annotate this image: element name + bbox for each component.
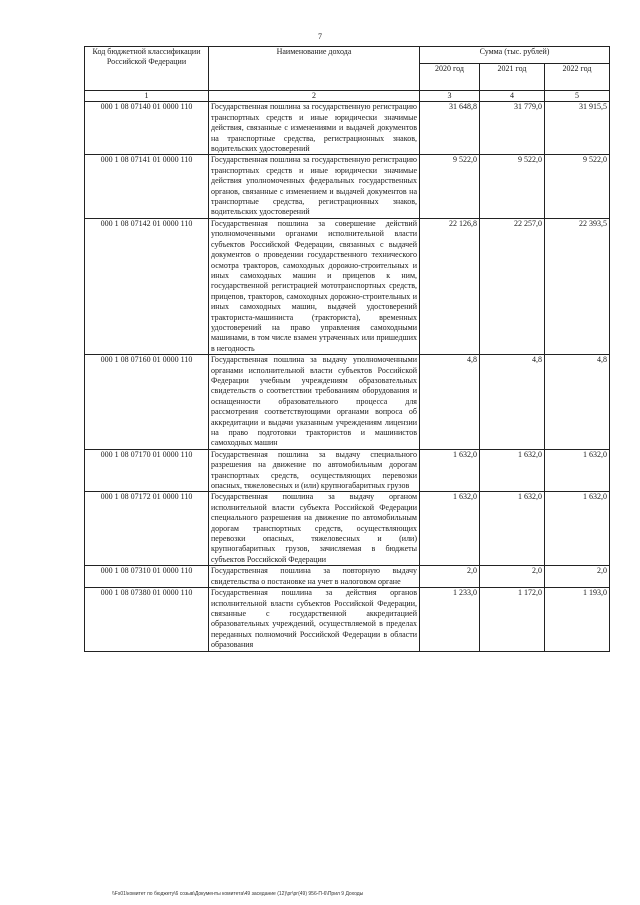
amount-2022: 1 632,0 xyxy=(545,449,610,492)
table-row xyxy=(85,566,610,588)
column-number: 4 xyxy=(480,91,545,102)
revenue-name: Государственная пошлина за государственную регистрацию транспортных средств и иные юридически значимые действия уполномоченных федеральных государственных органов, связанные с изменением и выдачей документов на транспортные средства, регистрационных знаков, водительских удостоверений xyxy=(209,155,420,218)
column-number: 1 xyxy=(85,91,209,102)
amount-2020: 1 632,0 xyxy=(420,492,480,566)
amount-2020: 31 648,8 xyxy=(420,102,480,155)
name-column-header: Наименование дохода xyxy=(209,47,420,91)
amount-2020: 22 126,8 xyxy=(420,218,480,354)
revenue-name: Государственная пошлина за действия органов исполнительной власти субъектов Российской Федерации, связанные с государственной аккредитацией образовательных учреждений, осуществляемой в пределах переданных полномочий Российской Федерации в области образования xyxy=(209,588,420,651)
amount-2021: 4,8 xyxy=(480,355,545,450)
revenue-name: Государственная пошлина за повторную выдачу свидетельства о постановке на учет в налоговом органе xyxy=(209,566,420,588)
table-row xyxy=(85,218,610,354)
column-number: 2 xyxy=(209,91,420,102)
revenue-name: Государственная пошлина за выдачу органом исполнительной власти субъекта Российской Федерации специального разрешения на движение по автомобильным дорогам транспортных средств, осуществляющих перевозки опасных, тяжеловесных и (или) крупногабаритных грузов, зачисляемая в бюджеты субъектов Российской Федерации xyxy=(209,492,420,566)
amount-2022: 1 193,0 xyxy=(545,588,610,651)
table-row xyxy=(85,449,610,492)
amount-2021: 22 257,0 xyxy=(480,218,545,354)
classification-code: 000 1 08 07170 01 0000 110 xyxy=(85,449,209,492)
table-row xyxy=(85,355,610,450)
amount-2020: 1 233,0 xyxy=(420,588,480,651)
revenue-name: Государственная пошлина за выдачу специального разрешения на движение по автомобильным дорогам транспортных средств, осуществляющих перевозки опасных, тяжеловесных и (или) крупногабаритных грузов xyxy=(209,449,420,492)
classification-code: 000 1 08 07142 01 0000 110 xyxy=(85,218,209,354)
column-number: 5 xyxy=(545,91,610,102)
amount-2021: 31 779,0 xyxy=(480,102,545,155)
amount-2022: 4,8 xyxy=(545,355,610,450)
classification-code: 000 1 08 07172 01 0000 110 xyxy=(85,492,209,566)
classification-code: 000 1 08 07310 01 0000 110 xyxy=(85,566,209,588)
amount-2022: 1 632,0 xyxy=(545,492,610,566)
header-row xyxy=(85,47,610,64)
revenue-name: Государственная пошлина за выдачу уполномоченными органами исполнительной власти субъектов Российской Федерации учебным учреждениям образовательных свидетельств о соответствии требованиям оборудования и оснащенности образовательного процесса для рассмотрения соответствующими органами вопроса об аккредитации и выдачи указанным учреждениям лицензии на право подготовки трактористов и машинистов самоходных машин xyxy=(209,355,420,450)
classification-code: 000 1 08 07141 01 0000 110 xyxy=(85,155,209,218)
revenue-table xyxy=(84,46,610,652)
year-2020-header: 2020 год xyxy=(420,64,480,91)
amount-2021: 1 632,0 xyxy=(480,449,545,492)
table-row xyxy=(85,588,610,651)
page-number: 7 xyxy=(318,32,322,41)
code-column-header: Код бюджетной классификации Российской Федерации xyxy=(85,47,209,91)
amount-2020: 1 632,0 xyxy=(420,449,480,492)
revenue-name: Государственная пошлина за совершение действий уполномоченными органами исполнительной власти субъектов Российской Федерации, связанных с выдачей документов о проведении государственного технического осмотра тракторов, самоходных дорожно-строительных и иных самоходных машин и прицепов к ним, государственной регистрацией мототранспортных средств, прицепов, тракторов, самоходных дорожно-строительных и иных самоходных машин, выдачей удостоверений тракториста-машиниста (тракториста), временных удостоверений на право управления самоходными машинами, в том числе взамен утраченных или пришедших в негодность xyxy=(209,218,420,354)
amount-2020: 4,8 xyxy=(420,355,480,450)
table-row xyxy=(85,155,610,218)
amount-2020: 9 522,0 xyxy=(420,155,480,218)
amount-2020: 2,0 xyxy=(420,566,480,588)
revenue-name: Государственная пошлина за государственную регистрацию транспортных средств и иные юридически значимые действия, связанные с изменениями и выдачей документов на транспортные средства, регистрационных знаков, водительских удостоверений xyxy=(209,102,420,155)
classification-code: 000 1 08 07160 01 0000 110 xyxy=(85,355,209,450)
amount-2022: 9 522,0 xyxy=(545,155,610,218)
amount-2022: 2,0 xyxy=(545,566,610,588)
sum-column-header: Сумма (тыс. рублей) xyxy=(420,47,610,64)
amount-2021: 2,0 xyxy=(480,566,545,588)
classification-code: 000 1 08 07380 01 0000 110 xyxy=(85,588,209,651)
table-row xyxy=(85,492,610,566)
column-number-row xyxy=(85,91,610,102)
year-2021-header: 2021 год xyxy=(480,64,545,91)
amount-2021: 1 172,0 xyxy=(480,588,545,651)
amount-2022: 22 393,5 xyxy=(545,218,610,354)
amount-2022: 31 915,5 xyxy=(545,102,610,155)
file-path-footer: \\Fs01\комитет по бюджету\6 созыв\Документы комитета\49 заседание (12)\рг\рг(49) 956-П-6\Прил 9 Доходы xyxy=(112,891,364,897)
classification-code: 000 1 08 07140 01 0000 110 xyxy=(85,102,209,155)
amount-2021: 1 632,0 xyxy=(480,492,545,566)
year-2022-header: 2022 год xyxy=(545,64,610,91)
table-row xyxy=(85,102,610,155)
amount-2021: 9 522,0 xyxy=(480,155,545,218)
column-number: 3 xyxy=(420,91,480,102)
